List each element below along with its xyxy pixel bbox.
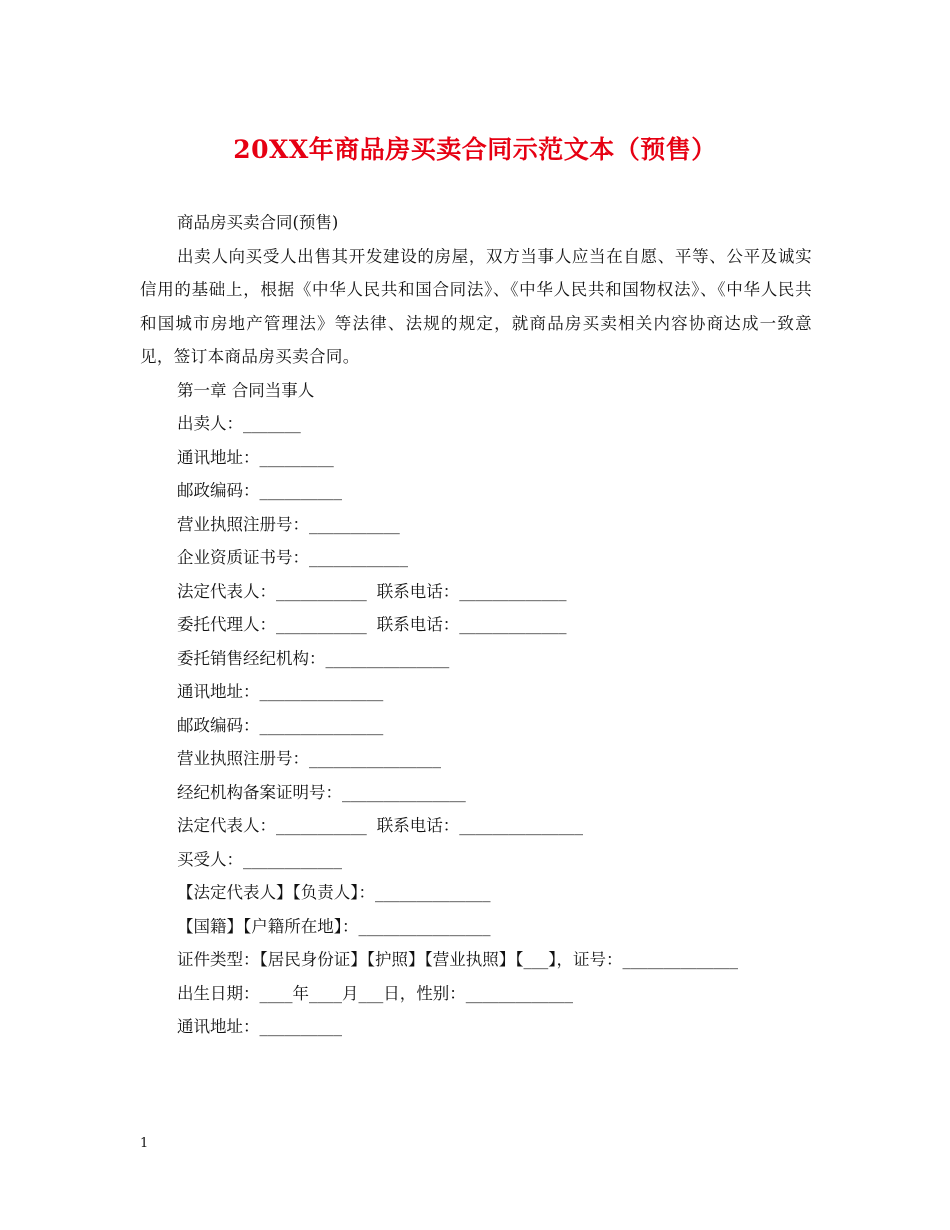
broker-license-field: 营业执照注册号：________________ <box>177 749 441 768</box>
seller-postcode-field: 邮政编码：__________ <box>177 481 342 500</box>
seller-agent-field: 委托代理人：___________ <box>177 615 367 634</box>
buyer-address-field: 通讯地址：__________ <box>177 1017 342 1036</box>
broker-rep-phone-field: 联系电话：_______________ <box>376 816 583 835</box>
seller-address-field: 通讯地址：_________ <box>177 447 334 467</box>
buyer-birth-field: 出生日期：____年____月___日，性别：_____________ <box>177 983 573 1003</box>
buyer-nationality-field: 【国籍】【户籍所在地】：________________ <box>177 916 491 936</box>
buyer-id-type-field: 证件类型：【居民身份证】【护照】【营业执照】【___】，证号：______________ <box>177 950 738 969</box>
seller-field: 出卖人：_______ <box>177 414 301 433</box>
seller-rep-field: 法定代表人：___________ <box>177 581 367 601</box>
document-title: 20XX年商品房买卖合同示范文本（预售） <box>233 135 717 164</box>
page-number: 1 <box>140 1136 149 1151</box>
chapter-heading: 第一章 合同当事人 <box>177 380 315 400</box>
broker-field: 委托销售经纪机构：_______________ <box>177 648 450 668</box>
seller-qualification-field: 企业资质证书号：____________ <box>177 548 408 567</box>
seller-agent-row <box>140 608 812 642</box>
seller-agent-phone-field: 联系电话：_____________ <box>376 615 567 634</box>
broker-address-field: 通讯地址：_______________ <box>177 682 384 701</box>
intro-paragraph: 出卖人向买受人出售其开发建设的房屋，双方当事人应当在自愿、平等、公平及诚实信用的基础上，根据《中华人民共和国合同法》、《中华人民共和国物权法》、《中华人民共和国城市房地产管理法》等法律、法规的规定，就商品房买卖相关内容协商达成一致意见，签订本商品房买卖合同。 <box>140 246 812 366</box>
broker-rep-row <box>140 809 812 843</box>
document-body <box>140 206 812 1044</box>
broker-rep-field: 法定代表人：___________ <box>177 816 367 835</box>
buyer-rep-field: 【法定代表人】【负责人】：______________ <box>177 883 491 902</box>
broker-postcode-field: 邮政编码：_______________ <box>177 715 384 735</box>
seller-rep-phone-field: 联系电话：_____________ <box>376 581 567 601</box>
buyer-field: 买受人：____________ <box>177 849 342 869</box>
seller-license-field: 营业执照注册号：___________ <box>177 514 400 534</box>
seller-rep-row <box>140 575 812 609</box>
contract-subtitle: 商品房买卖合同(预售) <box>177 213 339 232</box>
broker-record-field: 经纪机构备案证明号：_______________ <box>177 782 466 802</box>
